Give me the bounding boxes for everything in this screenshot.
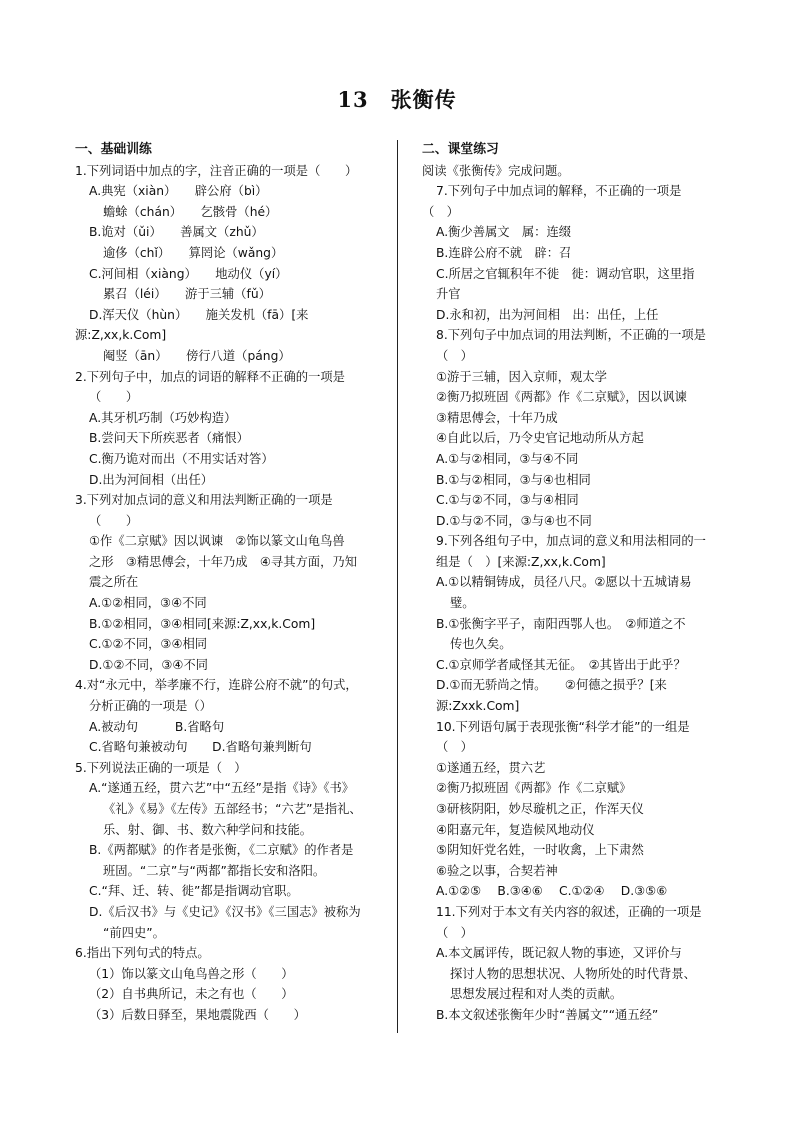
text-line: 传也久矣。 [450,637,512,652]
text-line: A.其牙机巧制（巧妙构造） [89,410,237,425]
text-line: 思想发展过程和对人类的贡献。 [450,987,623,1002]
text-line: A.①以精铜铸成，员径八尺。②愿以十五城请易 [436,575,692,590]
text-line: 分析正确的一项是（） [89,699,212,714]
text-line: B.①②相同，③④相同[来源:Z,xx,k.Com] [89,616,316,631]
text-line: （ ） [89,390,139,405]
text-line: C.省略句兼被动句 D.省略句兼判断句 [89,740,312,755]
text-line: ②衡乃拟班固《两都》作《二京赋》，因以讽谏 [436,390,687,405]
text-line: （ ） [436,925,473,940]
text-line: A.①与②相同，③与④不同 [436,451,579,466]
text-line: A.“遂通五经，贯六艺”中“五经”是指《诗》《书》 [89,781,355,796]
text-line: ⑥验之以事，合契若神 [436,863,558,878]
text-line: D.《后汉书》与《史记》《汉书》《三国志》被称为 [89,904,361,919]
text-line: 源:Zxxk.Com] [436,699,520,714]
text-line: C.衡乃诡对而出（不用实话对答） [89,451,274,466]
text-line: C.“拜、迁、转、徙”都是指调动官职。 [89,884,299,899]
text-line: C.①京师学者咸怪其无征。 ②其皆出于此乎？ [436,657,686,672]
text-line: 阉竖（ān） 傍行八道（páng） [103,348,291,363]
text-line: D.①而无骄尚之情。 ②何德之损乎？[来 [436,678,667,693]
text-line: 7.下列句子中加点词的解释，不正确的一项是 [436,184,682,199]
column-divider [397,140,398,1033]
text-line: D.①②不同，③④不同 [89,657,208,672]
text-line: 璧。 [450,596,475,611]
text-line: A.①②⑤ B.③④⑥ C.①②④ D.③⑤⑥ [436,884,668,899]
text-line: （ ） [436,740,473,755]
text-line: C.所居之官辄积年不徙 徙：调动官职，这里指 [436,266,695,281]
text-line: 组是（ ）[来源:Z,xx,k.Com] [436,554,606,569]
text-line: 累召（léi） 游于三辅（fǔ） [103,287,271,302]
text-line: 之形 ③精思傅会，十年乃成 ④寻其方面，乃知 [89,554,357,569]
text-line: （1）饰以篆文山龟鸟兽之形（ ） [89,966,294,981]
text-line: 震之所在 [89,575,139,590]
text-line: （ ） [89,513,139,528]
text-line: C.河间相（xiàng） 地动仪（yí） [89,266,288,281]
text-line: ②衡乃拟班固《两都》作《二京赋》 [436,781,632,796]
text-line: ③研核阴阳，妙尽璇机之正，作浑天仪 [436,802,644,816]
text-line: B.连辟公府不就 辟：召 [436,245,572,260]
text-line: ①作《二京赋》因以讽谏 ②饰以篆文山龟鸟兽 [89,534,345,549]
text-line: 源:Z,xx,k.Com] [75,328,167,343]
text-line: 升官 [436,287,461,302]
text-line: D.浑天仪（hùn） 施关发机（fā）[来 [89,307,309,322]
text-line: ④自此以后，乃令史官记地动所从方起 [436,431,644,446]
section-heading: 二、课堂练习 [422,142,499,157]
text-line: B.尝问天下所疾恶者（痛恨） [89,431,249,446]
text-line: “前四史”。 [103,925,165,940]
text-line: 探讨人物的思想状况、人物所处的时代背景、 [450,966,696,981]
text-line: 蟾蜍（chán） 乞骸骨（hé） [103,204,278,219]
text-line: D.出为河间相（出任） [89,472,214,487]
text-line: 3.下列对加点词的意义和用法判断正确的一项是 [75,493,333,508]
text-line: B.①张衡字平子，南阳西鄂人也。 ②师道之不 [436,616,686,631]
text-line: C.①②不同，③④相同 [89,637,208,652]
text-line: C.①与②不同，③与④相同 [436,493,579,508]
text-line: 10.下列语句属于表现张衡“科学才能”的一组是 [436,719,690,734]
text-line: B.①与②相同，③与④也相同 [436,472,591,487]
text-line: A.被动句 B.省略句 [89,719,225,734]
section-heading: 一、基础训练 [75,142,152,157]
page-title: 13 张衡传 [337,87,457,112]
right-column [422,140,722,1026]
text-line: 9.下列各组句子中，加点词的意义和用法相同的一 [436,534,706,549]
text-line: D.①与②不同，③与④也不同 [436,513,592,528]
text-line: 《礼》《易》《左传》五部经书；“六艺”是指礼、 [103,802,362,816]
text-line: B.诡对（ǔi） 善属文（zhǔ） [89,225,264,240]
text-line: 班固。“二京”与“两都”都指长安和洛阳。 [103,863,326,878]
left-column [75,140,385,1026]
text-line: B.本文叙述张衡年少时“善属文”“通五经” [436,1007,659,1022]
text-line: 4.对“永元中，举孝廉不行，连辟公府不就”的句式， [75,678,358,693]
text-line: B.《两都赋》的作者是张衡，《二京赋》的作者是 [89,843,354,858]
text-line: 逾侈（chǐ） 算罔论（wǎng） [103,245,284,260]
text-line: 乐、射、御、书、数六种学问和技能。 [103,822,313,837]
text-line: 8.下列句子中加点词的用法判断，不正确的一项是 [436,328,706,343]
text-line: 11.下列对于本文有关内容的叙述，正确的一项是 [436,904,702,919]
text-line: ①游于三辅，因入京师，观太学 [436,369,607,384]
text-line: 5.下列说法正确的一项是（ ） [75,760,247,775]
text-line: （ ） [436,348,473,363]
text-line: 2.下列句子中，加点的词语的解释不正确的一项是 [75,369,345,384]
text-line: 1.下列词语中加点的字，注音正确的一项是（ ） [75,163,358,178]
text-line: A.衡少善属文 属：连缀 [436,225,572,240]
text-line: （3）后数日驿至，果地震陇西（ ） [89,1007,306,1022]
text-line: A.本文属评传，既记叙人物的事迹，又评价与 [436,946,682,961]
text-line: A.典宪（xiàn） 辟公府（bì） [89,184,268,199]
text-line: （ ） [422,204,459,219]
text-line: ①遂通五经，贯六艺 [436,760,546,775]
text-line: ⑤阴知奸党名姓，一时收禽，上下肃然 [436,843,644,858]
text-line: 阅读《张衡传》完成问题。 [422,163,570,178]
text-line: A.①②相同，③④不同 [89,596,207,611]
text-line: ④阳嘉元年，复造候风地动仪 [436,822,595,837]
text-line: D.永和初，出为河间相 出：出任，上任 [436,307,659,322]
text-line: （2）自书典所记，未之有也（ ） [89,987,294,1002]
text-line: 6.指出下列句式的特点。 [75,946,210,961]
text-line: ③精思傅会，十年乃成 [436,410,558,425]
